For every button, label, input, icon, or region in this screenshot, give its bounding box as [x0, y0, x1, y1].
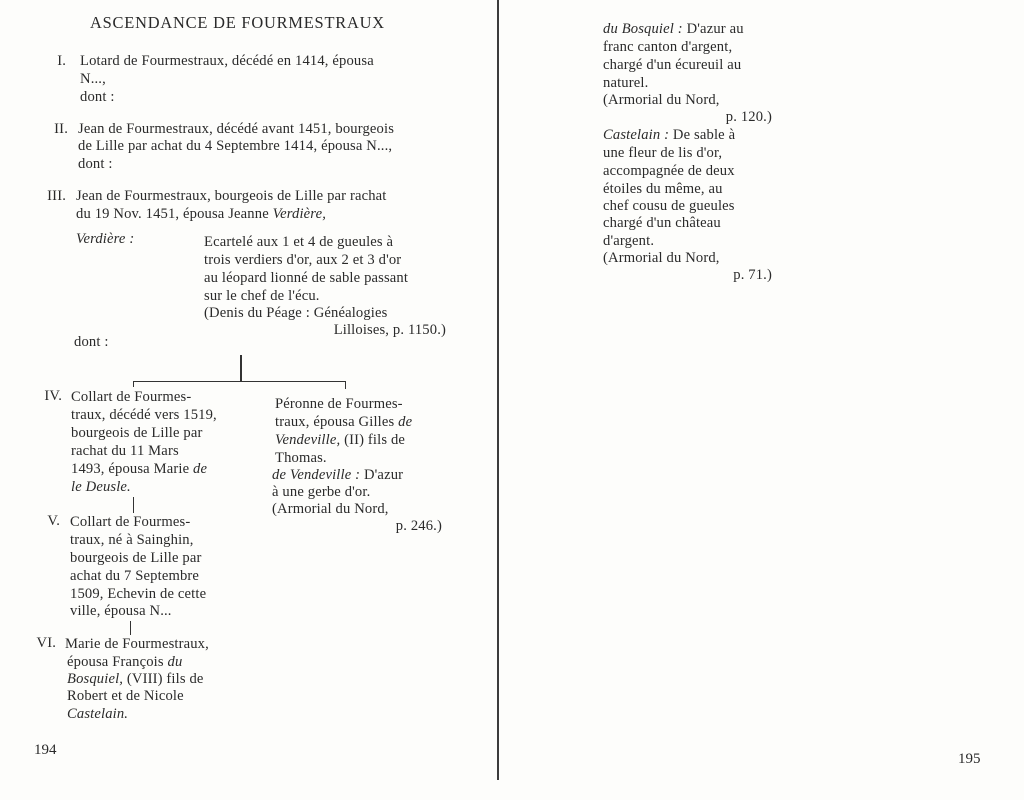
gen4-line-5-text: 1493, épousa Marie — [71, 461, 190, 477]
arms-verdiere-line-2: trois verdiers d'or, aux 2 et 3 d'or — [204, 252, 402, 268]
arms-vendeville-line-2: à une gerbe d'or. — [272, 484, 371, 500]
sister-line-4: Thomas. — [275, 450, 327, 466]
generation-numeral-iv: IV. — [44, 388, 62, 404]
generation-numeral-v: V. — [47, 513, 60, 529]
gen4-line-2: traux, décédé vers 1519, — [71, 407, 217, 423]
gen4-spouse-name: le Deusle. — [71, 479, 131, 495]
arms-castelain-line-3: accompagnée de deux — [603, 163, 735, 179]
arms-castelain-line-1 — [603, 127, 735, 145]
arms-bosquiel-line-2: franc canton d'argent, — [603, 39, 733, 55]
tree-horizontal-line — [133, 381, 346, 382]
arms-castelain-line-5: chef cousu de gueules — [603, 198, 735, 214]
gen4-line-4: rachat du 11 Mars — [71, 443, 179, 459]
gen4-particle: de — [193, 461, 208, 477]
sister-spouse-name: Vendeville, — [275, 432, 341, 448]
reference-vendeville-2: p. 246.) — [395, 518, 442, 534]
arms-castelain-line-4: étoiles du même, au — [603, 181, 723, 197]
reference-castelain-1: (Armorial du Nord, — [603, 250, 720, 266]
arms-verdiere-line-4: sur le chef de l'écu. — [204, 288, 320, 304]
gen5-line-3: bourgeois de Lille par — [70, 550, 202, 566]
gen6-line-2-text: épousa François — [67, 654, 164, 670]
book-spine — [497, 0, 499, 780]
generation-numeral-ii: II. — [54, 121, 68, 137]
arms-label-castelain: Castelain : — [603, 127, 670, 143]
gen3-line-1: Jean de Fourmestraux, bourgeois de Lille par rachat — [76, 188, 387, 204]
sister-line-1: Péronne de Fourmes- — [275, 396, 403, 412]
arms-verdiere-line-3: au léopard lionné de sable passant — [204, 270, 409, 286]
gen5-line-6: ville, épousa N... — [70, 603, 172, 619]
arms-verdiere-line-1: Ecartelé aux 1 et 4 de gueules à — [204, 234, 394, 250]
tree-stem-line — [240, 355, 242, 382]
page-number-left: 194 — [34, 742, 57, 758]
gen4-line-3: bourgeois de Lille par — [71, 425, 203, 441]
arms-bosquiel-line-3: chargé d'un écureuil au — [603, 57, 742, 73]
arms-castelain-line-2: une fleur de lis d'or, — [603, 145, 723, 161]
arms-castelain-text: De sable à — [672, 127, 736, 143]
page-number-right: 195 — [958, 751, 981, 767]
sister-line-2 — [275, 414, 412, 432]
gen1-line-1: Lotard de Fourmestraux, décédé en 1414, épousa — [80, 53, 374, 69]
gen5-line-1: Collart de Fourmes- — [70, 514, 191, 530]
arms-vendeville-text: D'azur — [363, 467, 404, 483]
gen2-line-2: de Lille par achat du 4 Septembre 1414, épousa N..., — [78, 138, 393, 154]
sister-line-2-text: traux, épousa Gilles — [275, 414, 395, 430]
arms-vendeville-line-1 — [272, 467, 403, 485]
spouse-surname: Verdière, — [272, 206, 327, 222]
reference-bosquiel-2: p. 120.) — [725, 109, 772, 125]
gen6-spouse-name: Bosquiel, — [67, 671, 124, 687]
arms-label-bosquiel: du Bosquiel : — [603, 21, 683, 37]
arms-label-vendeville: de Vendeville : — [272, 467, 361, 483]
gen3-line-2 — [76, 206, 326, 224]
generation-numeral-vi: VI. — [36, 635, 56, 651]
page-title: ASCENDANCE DE FOURMESTRAUX — [90, 13, 385, 32]
gen5-line-5: 1509, Echevin de cette — [70, 586, 207, 602]
reference-bosquiel-1: (Armorial du Nord, — [603, 92, 720, 108]
generation-numeral-iii: III. — [47, 188, 66, 204]
gen2-dont: dont : — [78, 156, 113, 172]
gen6-line-2 — [67, 654, 182, 672]
gen3-dont: dont : — [74, 334, 109, 350]
reference-peage-2: Lilloises, p. 1150.) — [333, 322, 446, 338]
reference-castelain-2: p. 71.) — [733, 267, 772, 283]
gen5-line-4: achat du 7 Septembre — [70, 568, 200, 584]
arms-castelain-line-6: chargé d'un château — [603, 215, 721, 231]
gen1-dont: dont : — [80, 89, 115, 105]
gen3-line-2-text: du 19 Nov. 1451, épousa Jeanne — [76, 206, 269, 222]
tree-line-iv-v — [133, 497, 134, 513]
gen4-line-5 — [71, 461, 207, 479]
gen6-line-1: Marie de Fourmestraux, — [65, 636, 209, 652]
arms-bosquiel-text: D'azur au — [686, 21, 744, 37]
gen6-line-4: Robert et de Nicole — [67, 688, 184, 704]
arms-castelain-line-7: d'argent. — [603, 233, 655, 249]
gen6-line-5: Castelain. — [67, 706, 129, 722]
reference-peage-1: (Denis du Péage : Généalogies — [204, 305, 388, 321]
gen6-particle: du — [167, 654, 183, 670]
arms-label-verdiere: Verdière : — [76, 231, 135, 247]
gen1-line-2: N..., — [80, 71, 106, 87]
tree-right-drop — [345, 381, 346, 389]
tree-left-drop — [133, 381, 134, 387]
gen2-line-1: Jean de Fourmestraux, décédé avant 1451, bourgeois — [78, 121, 395, 137]
gen4-line-1: Collart de Fourmes- — [71, 389, 192, 405]
sister-particle: de — [398, 414, 413, 430]
gen6-line-3-text: (VIII) fils de — [126, 671, 204, 687]
gen6-line-3 — [67, 671, 204, 689]
sister-line-3 — [275, 432, 405, 450]
tree-line-v-vi — [130, 621, 131, 635]
sister-line-3-text: (II) fils de — [344, 432, 406, 448]
arms-bosquiel-line-4: naturel. — [603, 75, 649, 91]
gen5-line-2: traux, né à Sainghin, — [70, 532, 194, 548]
reference-vendeville-1: (Armorial du Nord, — [272, 501, 389, 517]
generation-numeral-i: I. — [57, 53, 66, 69]
arms-bosquiel-line-1 — [603, 21, 744, 39]
